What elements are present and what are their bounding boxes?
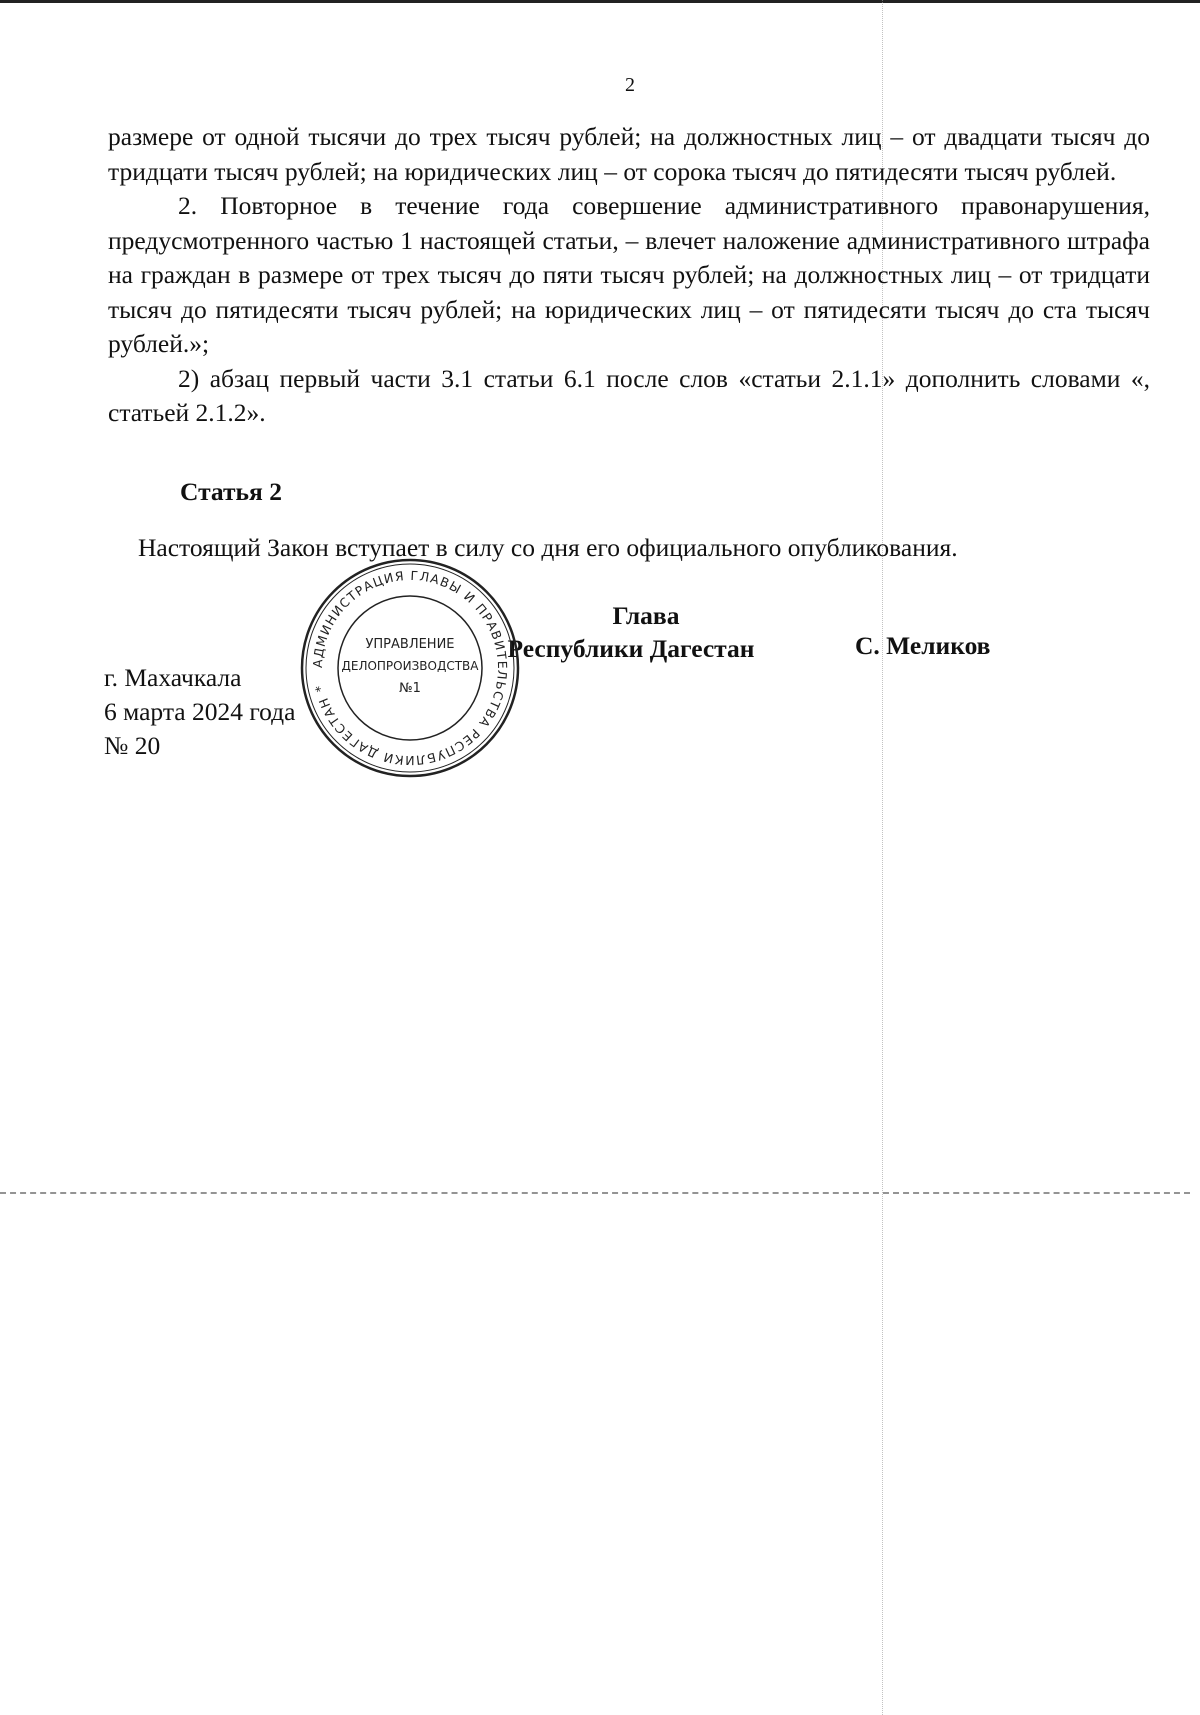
- issue-place: г. Махачкала: [104, 663, 242, 692]
- page-number: 2: [625, 74, 635, 96]
- paragraph-amendment-2: 2) абзац первый части 3.1 статьи 6.1 после слов «статьи 2.1.1» дополнить словами «, статьей 2.1.2».: [108, 363, 1150, 427]
- paragraph-part-2: 2. Повторное в течение года совершение административного правонарушения, предусмотренного частью 1 настоящей статьи, – влечет наложение административного штрафа на граждан в размере от трех тысяч до пяти тысяч рублей; на должностных лиц – от тридцати тысяч до пятидесяти тысяч рублей; на юридических лиц – от пятидесяти тысяч до ста тысяч рублей.»;: [108, 191, 1150, 358]
- stamp-ring-text: АДМИНИСТРАЦИЯ ГЛАВЫ И ПРАВИТЕЛЬСТВА РЕСПУБЛИКИ ДАГЕСТАН *: [309, 567, 511, 769]
- issue-number: № 20: [104, 731, 161, 760]
- stamp-line1: УПРАВЛЕНИЕ: [365, 637, 455, 652]
- stamp-line2: ДЕЛОПРОИЗВОДСТВА: [341, 659, 479, 673]
- signatory-title-line1: Глава: [612, 601, 680, 630]
- issue-details: [104, 661, 295, 763]
- entry-into-force-text: Настоящий Закон вступает в силу со дня его официального опубликования.: [138, 533, 958, 562]
- scan-top-edge: [0, 0, 1200, 3]
- scan-artifact-line: [0, 1192, 1190, 1194]
- article-heading: Статья 2: [180, 477, 282, 506]
- body-text: [108, 120, 1150, 431]
- stamp-line3: №1: [399, 681, 421, 696]
- official-stamp: [290, 548, 530, 788]
- signatory-title-line2: Республики Дагестан: [507, 634, 755, 663]
- paragraph-continuation: размере от одной тысячи до трех тысяч рублей; на должностных лиц – от двадцати тысяч до тридцати тысяч рублей; на юридических лиц – от сорока тысяч до пятидесяти тысяч рублей.: [108, 122, 1150, 186]
- issue-date: 6 марта 2024 года: [104, 697, 296, 726]
- signatory-name: С. Меликов: [855, 631, 991, 660]
